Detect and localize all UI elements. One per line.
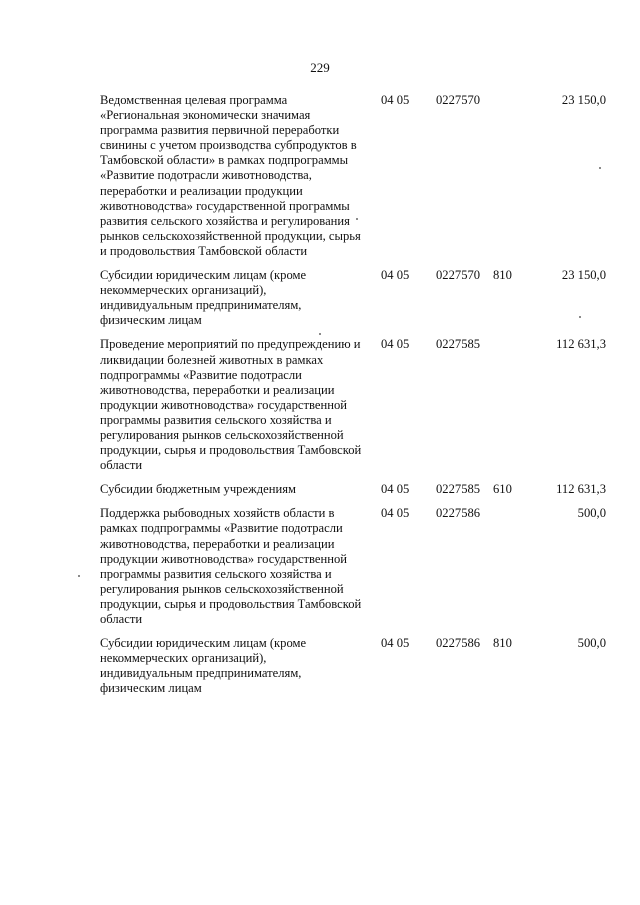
row-target-article: 0227585 bbox=[436, 337, 481, 352]
scan-speck bbox=[579, 316, 581, 318]
scan-speck bbox=[599, 167, 601, 169]
row-description: Субсидии юридическим лицам (кроме некоммерческих организаций), индивидуальным предпринимателям, физическим лицам bbox=[100, 636, 307, 696]
row-description: Проведение мероприятий по предупреждению и ликвидации болезней животных в рамках подпрограммы «Развитие подотрасли животноводства, переработки и реализации продукции животноводства» государственной программы развития сельского хозяйства и регулирования рынков сельскохозяйственной продукции, сырья и продовольствия Тамбовской области bbox=[100, 337, 362, 473]
row-section-code: 04 05 bbox=[381, 93, 410, 107]
row-description: Ведомственная целевая программа «Региональная экономически значимая программа развития первичной переработки свинины с учетом производства субпродуктов в Тамбовской области» в рамках подпрограммы «Развитие подотрасли животноводства, переработки и реализации продукции животноводства» государственной программы развития сельского хозяйства и регулирования рынков сельскохозяйственной продукции, сырья и продовольствия Тамбовской области bbox=[100, 93, 361, 258]
scan-speck bbox=[78, 575, 80, 577]
page-number: 229 bbox=[310, 60, 330, 75]
table-row bbox=[100, 268, 606, 328]
row-section-code: 04 05 bbox=[381, 482, 410, 497]
row-amount: 112 631,3 bbox=[556, 482, 606, 497]
row-description: Субсидии бюджетным учреждениям bbox=[100, 482, 296, 497]
table-row bbox=[100, 93, 606, 259]
row-expense-type: 810 bbox=[493, 268, 512, 283]
row-section-code: 04 05 bbox=[381, 268, 410, 283]
row-description: Субсидии юридическим лицам (кроме некоммерческих организаций), индивидуальным предпринимателям, физическим лицам bbox=[100, 268, 307, 328]
row-expense-type: 810 bbox=[493, 636, 512, 651]
row-target-article: 0227570 bbox=[436, 268, 481, 283]
row-amount: 500,0 bbox=[577, 636, 606, 651]
row-target-article: 0227570 bbox=[436, 93, 481, 107]
scan-speck bbox=[356, 218, 358, 220]
table-row bbox=[100, 506, 606, 627]
row-section-code: 04 05 bbox=[381, 636, 410, 651]
row-amount: 500,0 bbox=[577, 506, 606, 521]
table-row bbox=[100, 482, 606, 497]
row-target-article: 0227586 bbox=[436, 506, 481, 521]
row-target-article: 0227585 bbox=[436, 482, 481, 497]
budget-table bbox=[100, 93, 606, 705]
row-target-article: 0227586 bbox=[436, 636, 481, 651]
row-section-code: 04 05 bbox=[381, 337, 410, 352]
table-row bbox=[100, 636, 606, 696]
table-row bbox=[100, 337, 606, 473]
scan-speck bbox=[319, 333, 321, 335]
row-expense-type: 610 bbox=[493, 482, 512, 497]
row-amount: 23 150,0 bbox=[561, 268, 606, 283]
row-section-code: 04 05 bbox=[381, 506, 410, 521]
row-description: Поддержка рыбоводных хозяйств области в рамках подпрограммы «Развитие подотрасли животноводства, переработки и реализации продукции животноводства» государственной программы развития сельского хозяйства и регулирования рынков сельскохозяйственной продукции, сырья и продовольствия Тамбовской области bbox=[100, 506, 362, 626]
row-amount: 112 631,3 bbox=[556, 337, 606, 352]
row-amount: 23 150,0 bbox=[561, 93, 606, 107]
